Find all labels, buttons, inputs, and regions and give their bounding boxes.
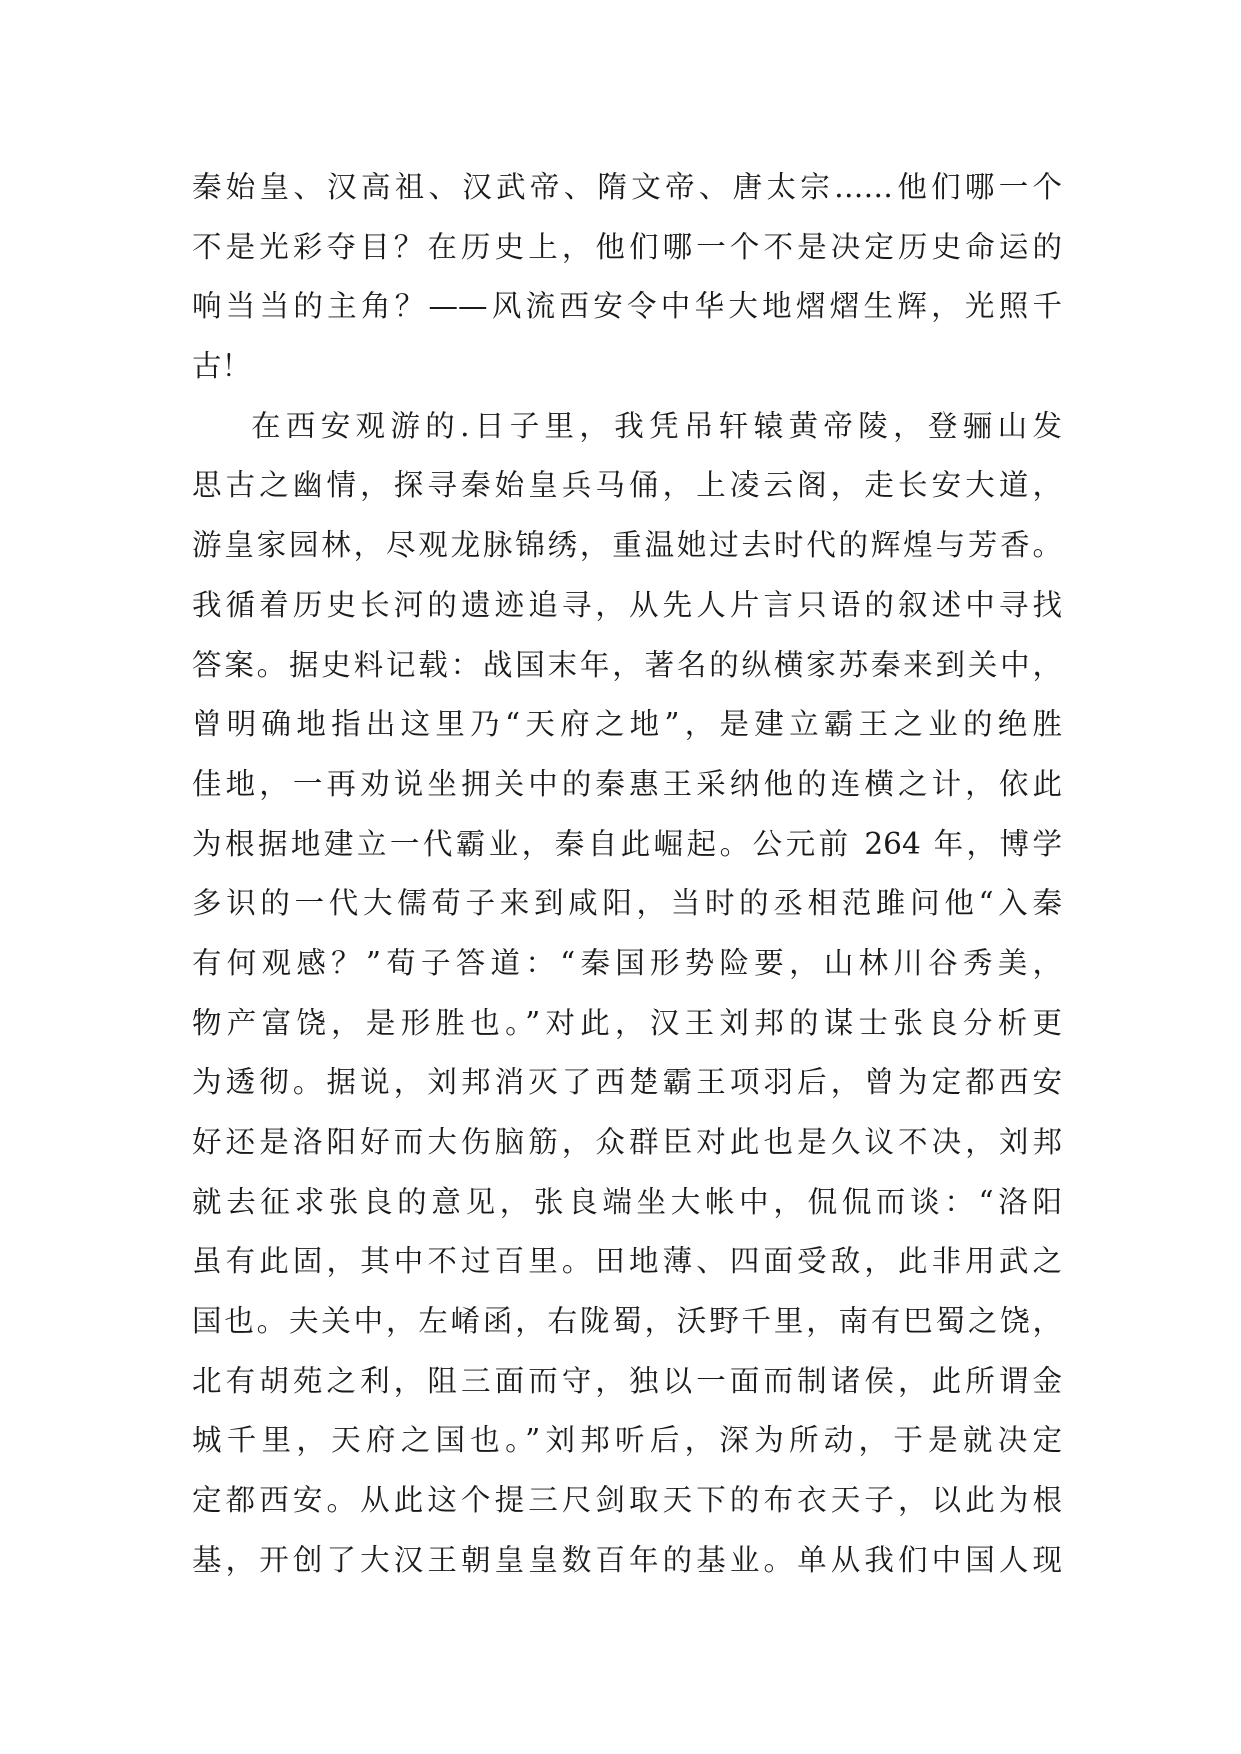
text-line: 虽有此固，其中不过百里。田地薄、四面受敌，此非用武之 [192,1244,1062,1279]
text-line: 曾明确地指出这里乃“天府之地”，是建立霸王之业的绝胜 [192,707,1062,742]
text-line: 多识的一代大儒荀子来到咸阳，当时的丞相范雎问他“入秦 [192,886,1062,921]
text-line: 响当当的主角？——风流西安令中华大地熠熠生辉，光照千 [192,289,1062,324]
text-line: 游皇家园林，尽观龙脉锦绣，重温她过去时代的辉煌与芳香。 [192,528,1062,563]
text-line: 定都西安。从此这个提三尺剑取天下的布衣天子，以此为根 [192,1483,1062,1518]
text-line: 国也。夫关中，左崤函，右陇蜀，沃野千里，南有巴蜀之饶， [192,1304,1062,1339]
text-line: 古！ [192,349,252,384]
paragraph-2 [192,397,1062,1591]
text-line: 北有胡苑之利，阻三面而守，独以一面而制诸侯，此所谓金 [192,1363,1062,1398]
text-line: 不是光彩夺目？在历史上，他们哪一个不是决定历史命运的 [192,229,1062,264]
text-line: 有何观感？”荀子答道：“秦国形势险要，山林川谷秀美， [192,945,1062,980]
text-line: 秦始皇、汉高祖、汉武帝、隋文帝、唐太宗……他们哪一个 [192,170,1062,204]
text-line: 佳地，一再劝说坐拥关中的秦惠王采纳他的连横之计，依此 [192,766,1062,801]
text-line: 思古之幽情，探寻秦始皇兵马俑，上凌云阁，走长安大道， [192,468,1062,503]
text-line: 物产富饶，是形胜也。”对此，汉王刘邦的谋士张良分析更 [192,1005,1062,1040]
text-line: 好还是洛阳好而大伤脑筋，众群臣对此也是久议不决，刘邦 [192,1125,1062,1159]
text-line: 城千里，天府之国也。”刘邦听后，深为所动，于是就决定 [192,1423,1062,1458]
text-line: 在西安观游的.日子里，我凭吊轩辕黄帝陵，登骊山发 [251,408,1062,443]
text-line: 就去征求张良的意见，张良端坐大帐中，侃侃而谈：“洛阳 [192,1184,1062,1219]
text-line: 答案。据史料记载：战国末年，著名的纵横家苏秦来到关中， [192,647,1062,682]
body-text [192,158,1062,1591]
text-line: 我循着历史长河的遗迹追寻，从先人片言只语的叙述中寻找 [192,587,1062,622]
paragraph-1 [192,158,1062,397]
text-line: 为透彻。据说，刘邦消灭了西楚霸王项羽后，曾为定都西安 [192,1065,1062,1100]
text-line: 基，开创了大汉王朝皇皇数百年的基业。单从我们中国人现 [192,1542,1062,1577]
text-line: 为根据地建立一代霸业，秦自此崛起。公元前 264 年，博学 [192,826,1062,861]
